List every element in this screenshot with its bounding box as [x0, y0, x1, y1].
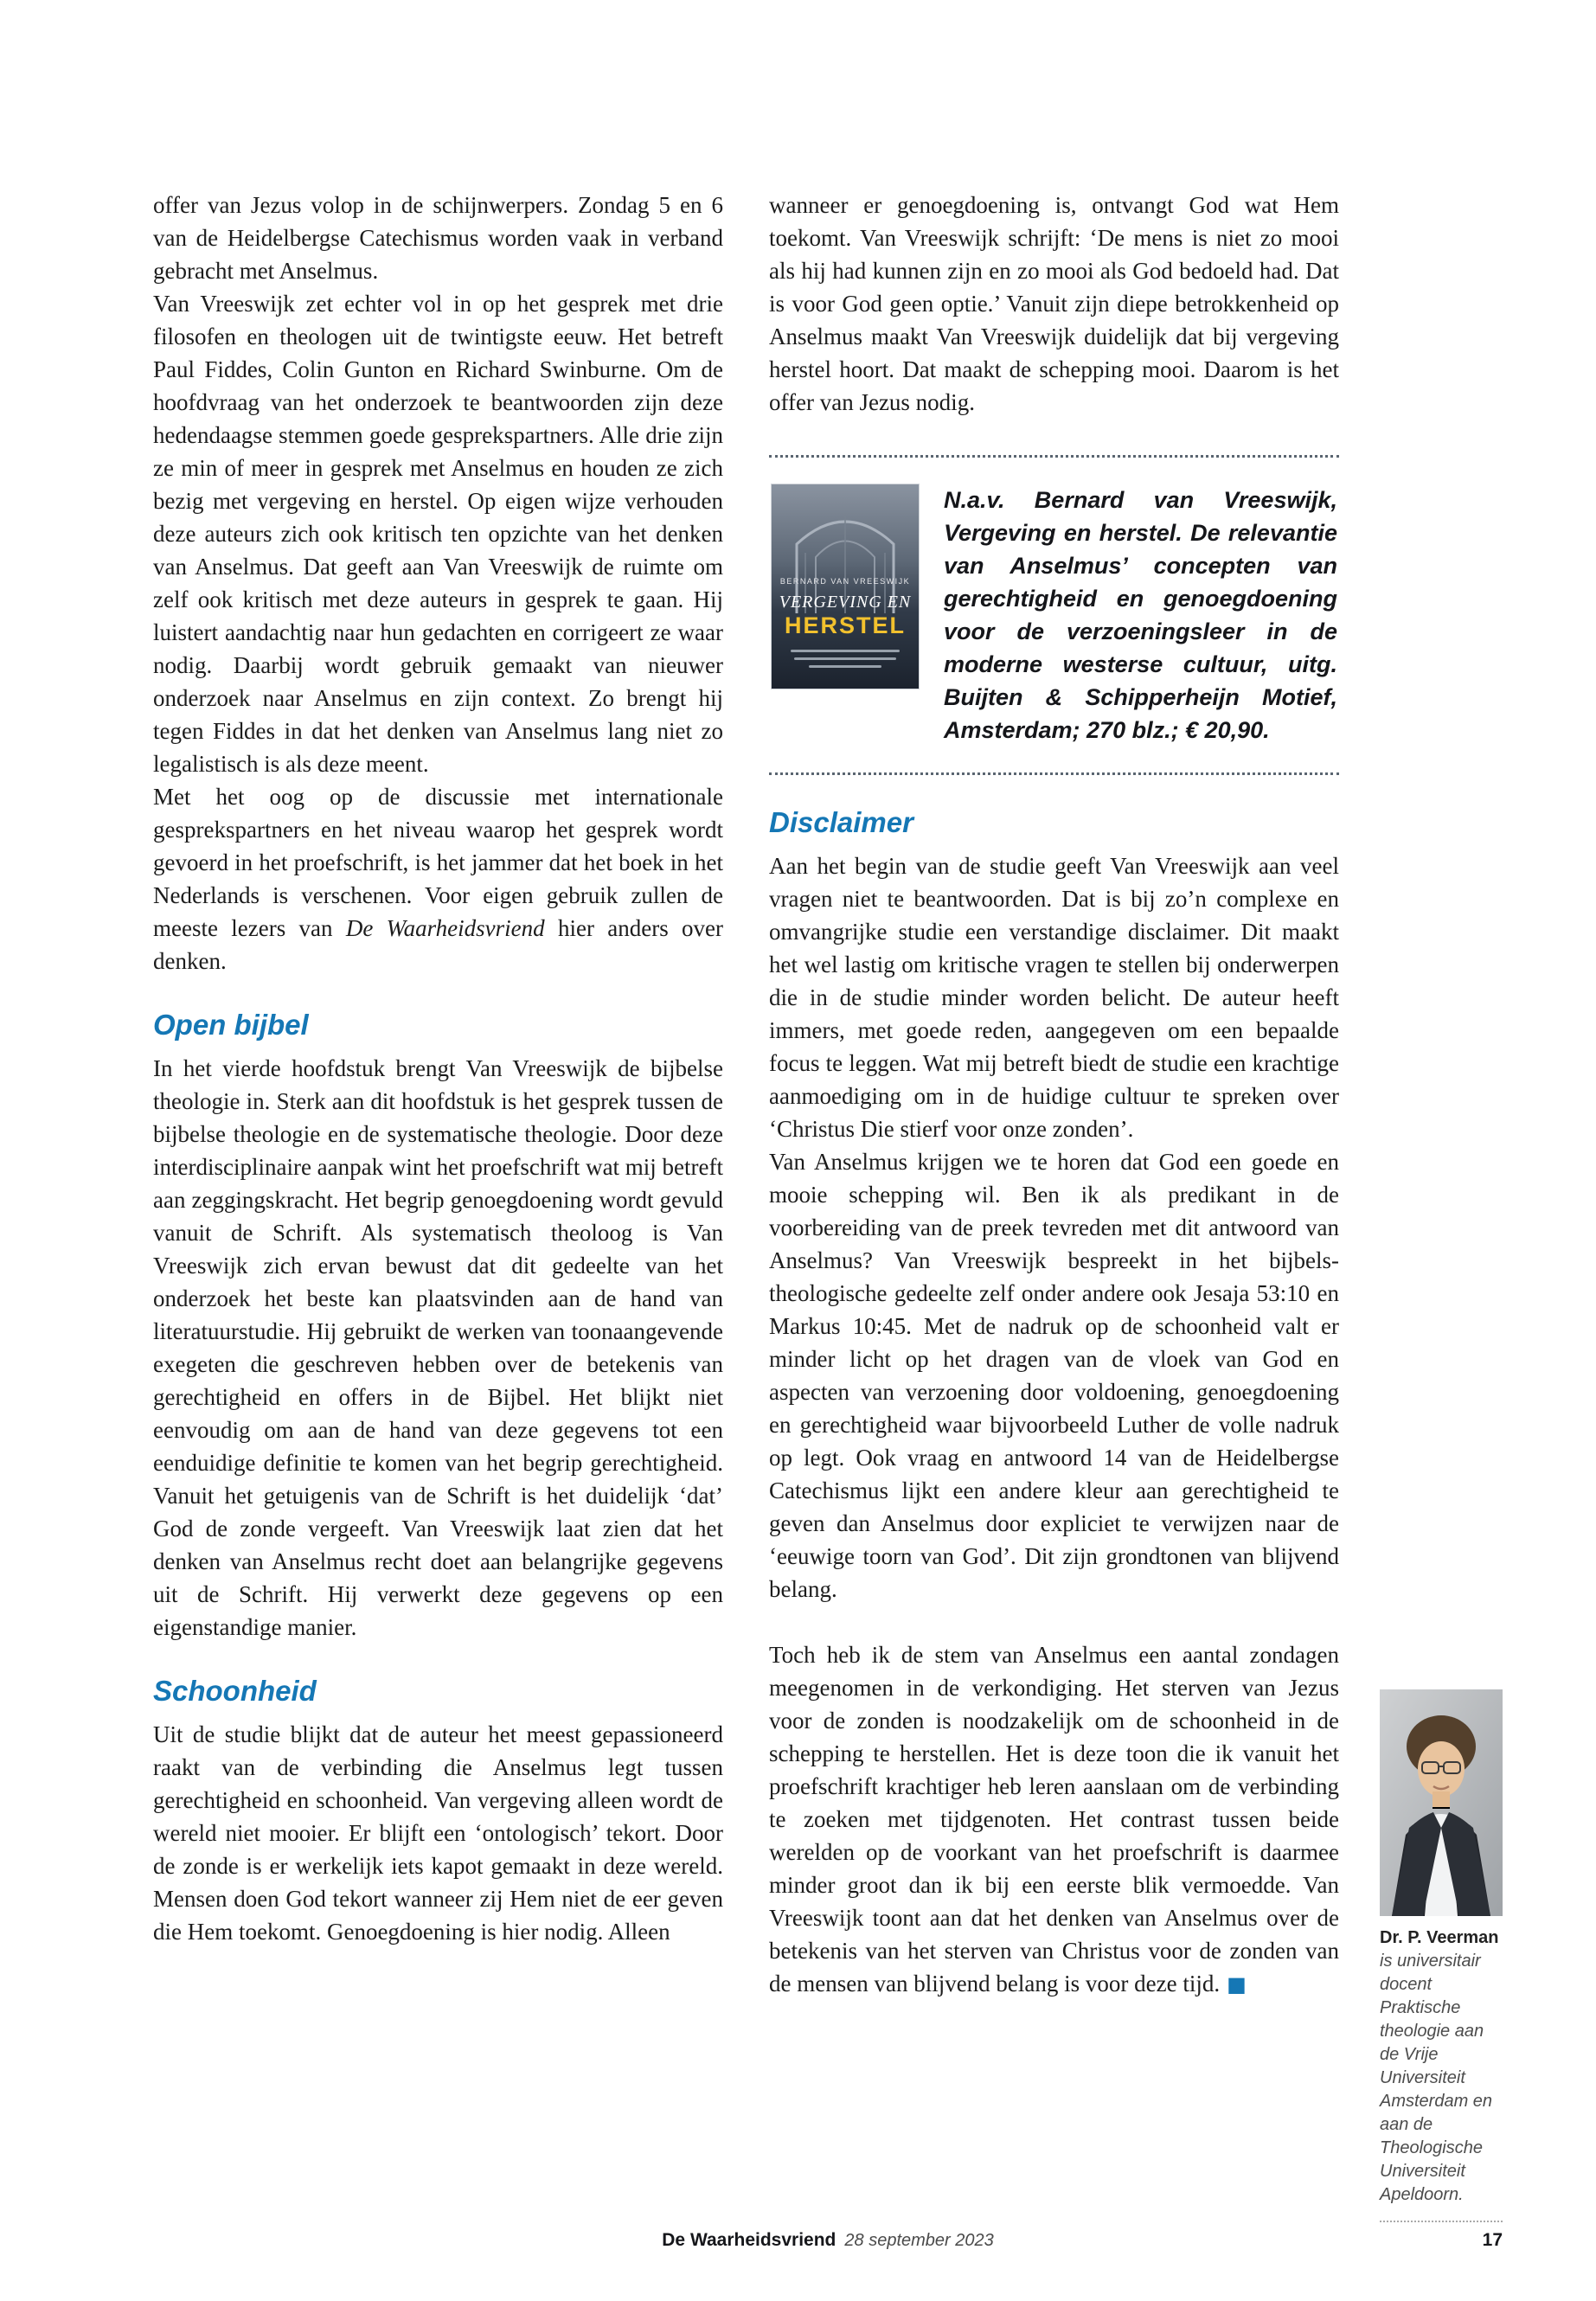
right-column — [769, 189, 1339, 2222]
book-cover-subtitle-lines — [791, 650, 900, 668]
left-column — [153, 189, 723, 2222]
intro-paragraph-1: offer van Jezus volop in de schijnwerpers. Zondag 5 en 6 van de Heidelbergse Catechismus worden vaak in verband gebracht met Anselmus. — [153, 192, 723, 284]
book-info-box — [769, 455, 1339, 775]
intro-paragraph-3-end: hier anders over denken. — [153, 915, 723, 974]
book-title: Vergeving en herstel. De relevantie van Anselmus’ concepten van gerechtigheid en genoegdoening voor de verzoeningsleer in de moderne westerse cultuur — [944, 520, 1337, 677]
author-bio-text: is universitair docent Praktische theologie aan de Vrije Universiteit Amsterdam en aan de Theologische Universiteit Apeldoorn. — [1380, 1952, 1493, 2204]
author-photo — [1380, 1689, 1503, 1916]
footer-magazine-name: De Waarheidsvriend — [662, 2230, 836, 2250]
author-sidebar — [1380, 189, 1503, 2222]
footer-page-number: 17 — [1482, 2230, 1503, 2250]
book-cover — [771, 484, 920, 689]
book-cover-author: BERNARD VAN VREESWIJK — [779, 577, 911, 586]
book-reference-prefix: N.a.v. Bernard van Vreeswijk, — [944, 487, 1337, 513]
author-caption — [1380, 1926, 1503, 2207]
disclaimer-paragraph-3-text: Toch heb ik de stem van Anselmus een aantal zondagen meegenomen in de verkondiging. Het sterven van Jezus voor de zonden is noodzakelijk om de schoonheid in de schepping te herstellen. Het is deze toon die ik vanuit het proefschrift krachtiger heb leren aanslaan om de verbinding te zoeken met tijdgenoten. Het contrast tussen beide werelden op de voorkant van het proefschrift is daarmee minder groot dan ik bij een eerste blik vermoedde. Van Vreeswijk toont aan dat het denken van Anselmus over de betekenis van het sterven van Christus voor de zonden van de mensen van blijvend belang is voor deze tijd. — [769, 1642, 1339, 1997]
book-cover-title-line1: VERGEVING EN — [779, 593, 912, 612]
open-bijbel-paragraph: In het vierde hoofdstuk brengt Van Vreeswijk de bijbelse theologie in. Sterk aan dit hoofdstuk is het gesprek tussen de bijbelse theologie en de systematische theologie. Door deze interdisciplinaire aanpak wint het proefschrift wat mij betreft aan zeggingskracht. Het begrip genoegdoening wordt gevuld vanuit de Schrift. Als systematisch theoloog is Van Vreeswijk zich ervan bewust dat dit gedeelte van het onderzoek het beste kan plaatsvinden aan de hand van literatuurstudie. Hij gebruikt de werken van toonaangevende exegeten die geschreven hebben over de betekenis van gerechtigheid en offers in de Bijbel. Het blijkt niet eenvoudig om aan de hand van deze gegevens tot een eenduidige definitie te komen van het begrip gerechtigheid. Vanuit het getuigenis van de Schrift is het duidelijk ‘dat’ God de zonde vergeeft. Van Vreeswijk laat zien dat het denken van Anselmus recht doet aan belangrijke gegevens uit de Schrift. Hij verwerkt deze gegevens op een eigenstandige manier. — [153, 1055, 724, 1640]
disclaimer-paragraph-1: Aan het begin van de studie geeft Van Vreeswijk aan veel vragen niet te beantwoorden. Dat is bij zo’n complexe en omvangrijke studie een verstandige disclaimer. Dit maakt het wel lastig om kritische vragen te stellen bij onderwerpen die in de studie minder worden belicht. De auteur heeft immers, met goede reden, aangegeven om een bepaalde focus te leggen. Wat mij betreft biedt de studie een krachtige aanmoediging om in de huidige cultuur te spreken over ‘Christus Die stierf voor onze zonden’. — [769, 853, 1339, 1142]
schoonheid-paragraph-left: Uit de studie blijkt dat de auteur het meest gepassioneerd raakt van de verbinding die Anselmus legt tussen gerechtigheid en schoonheid. Van vergeving alleen wordt de wereld niet mooier. Er blijft een ‘ontologisch’ tekort. Door de zonde is er werkelijk iets kapot gemaakt in deze wereld. Mensen doen God tekort wanneer zij Hem niet de eer geven die Hem toekomt. Genoegdoening is hier nodig. Alleen — [153, 1721, 723, 1945]
disclaimer-paragraph-3 — [769, 1638, 1339, 2001]
disclaimer-paragraph-2: Van Anselmus krijgen we te horen dat God een goede en mooie schepping wil. Ben ik als predikant in de voorbereiding van de preek tevreden met dit antwoord van Anselmus? Van Vreeswijk bespreekt in het bijbels-theologische gedeelte zelf onder andere ook Jesaja 53:10 en Markus 10:45. Met de nadruk op de schoonheid valt er minder licht op het dragen van de vloek van God en aspecten van verzoening door voldoening, genoegdoening en gerechtigheid waar bijvoorbeeld Luther de volle nadruk op legt. Ook vraag en antwoord 14 van de Heidelbergse Catechismus lijkt een andere kleur aan gerechtigheid te geven dan Anselmus door expliciet te verwijzen naar de ‘eeuwige toorn van God’. Dit zijn grondtonen van blijvend belang. — [769, 1149, 1339, 1602]
section-heading-open-bijbel: Open bijbel — [153, 1009, 309, 1041]
intro-paragraph-3-text: Met het oog op de discussie met internationale gesprekspartners en het niveau waarop het gesprek wordt gevoerd in het proefschrift, is het jammer dat het boek in het Nederlands is verschenen. Voor eigen gebruik zullen de meeste lezers van — [153, 784, 723, 941]
section-heading-schoonheid: Schoonheid — [153, 1675, 317, 1707]
intro-paragraph-3 — [153, 780, 723, 977]
section-heading-disclaimer: Disclaimer — [769, 806, 913, 838]
book-reference-text — [944, 484, 1337, 747]
footer-center — [153, 2230, 1503, 2251]
end-of-article-marker: ■ — [1227, 1972, 1247, 1997]
book-reference-suffix: , uitg. Buijten & Schipperheijn Motief, Amsterdam; 270 blz.; € 20,90. — [944, 651, 1337, 743]
schoonheid-paragraph-right: wanneer er genoegdoening is, ontvangt God wat Hem toekomt. Van Vreeswijk schrijft: ‘De mens is niet zo mooi als hij had kunnen zijn en zo mooi als God bedoeld had. Dat is voor God geen optie.’ Vanuit zijn diepe betrokkenheid op Anselmus maakt Van Vreeswijk duidelijk dat bij vergeving herstel hoort. Dat maakt de schepping mooi. Daarom is het offer van Jezus nodig. — [769, 192, 1339, 415]
magazine-title-inline: De Waarheidsvriend — [345, 915, 545, 941]
author-photo-wrap — [1380, 1689, 1503, 1916]
book-cover-title-line2: HERSTEL — [784, 612, 906, 638]
author-name: Dr. P. Veerman — [1380, 1928, 1499, 1947]
page-content — [153, 189, 1503, 2222]
footer-date: 28 september 2023 — [844, 2231, 994, 2250]
intro-paragraph-2: Van Vreeswijk zet echter vol in op het gesprek met drie filosofen en theologen uit de twintigste eeuw. Het betreft Paul Fiddes, Colin Gunton en Richard Swinburne. Om de hoofdvraag van het onderzoek te beantwoorden zijn deze hedendaagse stemmen goede gesprekspartners. Alle drie zijn ze min of meer in gesprek met Anselmus en houden ze zich bezig met vergeving en herstel. Op eigen wijze verhouden deze auteurs zich ook kritisch ten opzichte van het denken van Anselmus. Dat geeft aan Van Vreeswijk de ruimte om zelf ook kritisch met deze auteurs in gesprek te gaan. Hij luistert aandachtig naar hun gedachten en corrigeert ze waar nodig. Daarbij wordt gebruik gemaakt van nieuwer onderzoek naar Anselmus en zijn context. Zo brengt hij tegen Fiddes in dat het denken van Anselmus lang niet zo legalistisch is als deze meent. — [153, 291, 723, 777]
caption-divider — [1380, 2221, 1503, 2222]
